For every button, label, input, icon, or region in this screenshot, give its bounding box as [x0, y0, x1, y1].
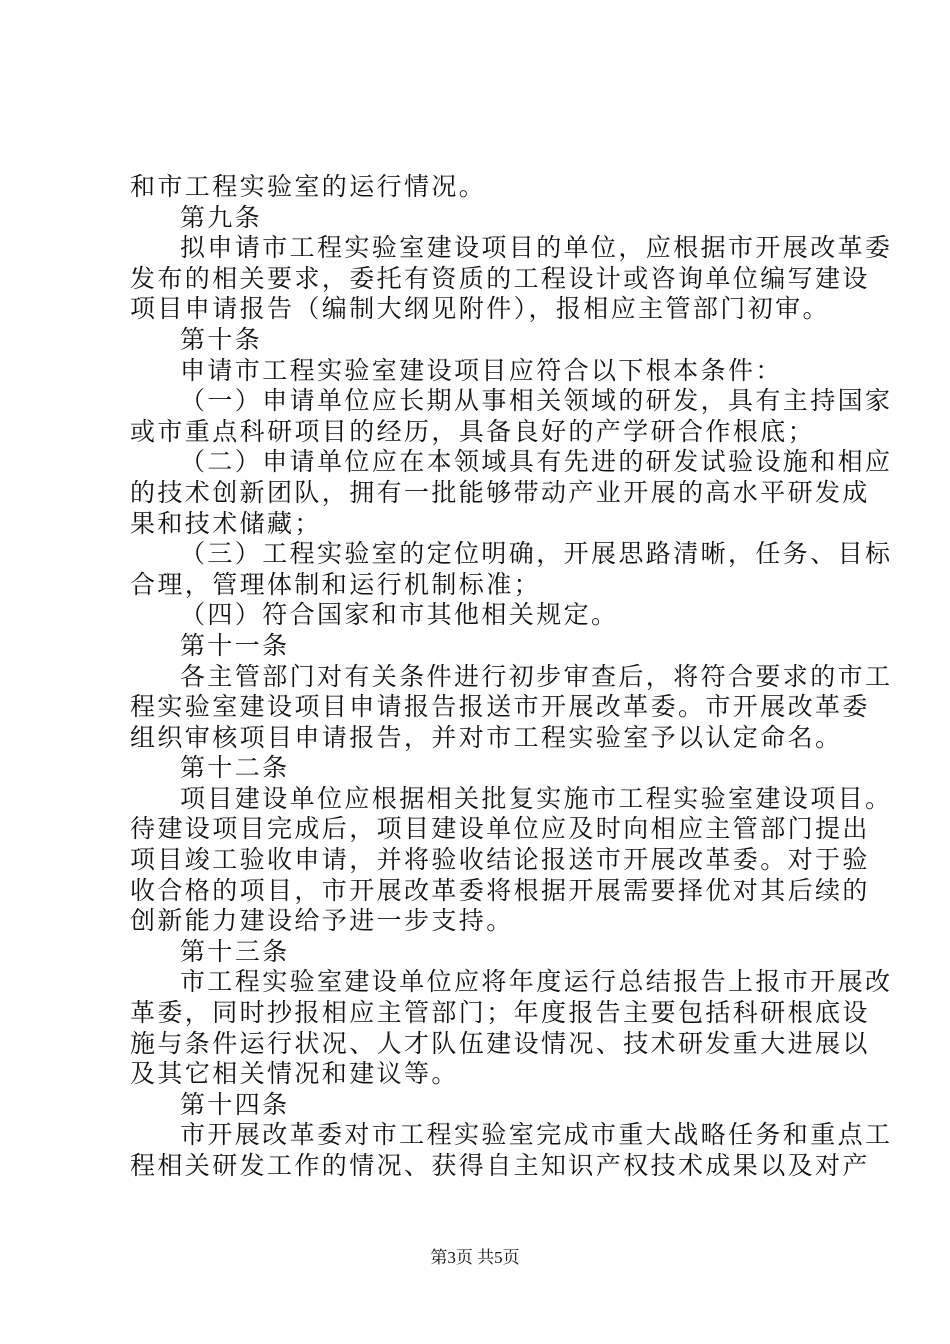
text-line: 程相关研发工作的情况、获得自主知识产权技术成果以及对产	[130, 1151, 870, 1180]
text-line: （一）申请单位应长期从事相关领域的研发，具有主持国家	[180, 386, 893, 416]
text-line: 合理，管理体制和运行机制标准；	[130, 569, 542, 599]
text-line: 创新能力建设给予进一步支持。	[130, 906, 514, 936]
text-line: 收合格的项目，市开展改革委将根据开展需要择优对其后续的	[130, 875, 870, 905]
text-line: 及其它相关情况和建议等。	[130, 1059, 459, 1089]
text-line: （四）符合国家和市其他相关规定。	[180, 600, 619, 630]
text-line: 项目竣工验收申请，并将验收结论报送市开展改革委。对于验	[130, 845, 870, 875]
text-line: 第十条	[180, 324, 263, 354]
text-line: 施与条件运行状况、人才队伍建设情况、技术研发重大进展以	[130, 1028, 870, 1058]
text-line: （二）申请单位应在本领域具有先进的研发试验设施和相应	[180, 447, 893, 477]
text-line: 或市重点科研项目的经历，具备良好的产学研合作根底；	[130, 416, 816, 446]
text-line: 申请市工程实验室建设项目应符合以下根本条件：	[180, 355, 783, 385]
text-line: 各主管部门对有关条件进行初步审查后，将符合要求的市工	[180, 661, 893, 691]
text-line: 第九条	[180, 202, 263, 232]
text-line: 程实验室建设项目申请报告报送市开展改革委。市开展改革委	[130, 692, 870, 722]
text-line: 项目申请报告（编制大纲见附件），报相应主管部门初审。	[130, 294, 830, 324]
text-line: 待建设项目完成后，项目建设单位应及时向相应主管部门提出	[130, 814, 870, 844]
text-line: 市工程实验室建设单位应将年度运行总结报告上报市开展改	[180, 967, 893, 997]
text-line: 第十三条	[180, 936, 290, 966]
text-line: 果和技术储藏；	[130, 508, 322, 538]
text-line: 发布的相关要求，委托有资质的工程设计或咨询单位编写建设	[130, 263, 870, 293]
text-line: 和市工程实验室的运行情况。	[130, 172, 487, 201]
text-line: 第十四条	[180, 1089, 290, 1119]
text-line: 拟申请市工程实验室建设项目的单位，应根据市开展改革委	[180, 233, 893, 263]
text-line: 市开展改革委对市工程实验室完成市重大战略任务和重点工	[180, 1120, 893, 1150]
text-line: 第十一条	[180, 630, 290, 660]
document-body	[130, 172, 893, 1182]
text-line: 组织审核项目申请报告，并对市工程实验室予以认定命名。	[130, 722, 843, 752]
text-line: 革委，同时抄报相应主管部门；年度报告主要包括科研根底设	[130, 998, 870, 1028]
text-line: 第十二条	[180, 753, 290, 783]
page-number: 第3页 共5页	[430, 1248, 520, 1267]
text-line: 项目建设单位应根据相关批复实施市工程实验室建设项目。	[180, 783, 893, 813]
text-line: 的技术创新团队，拥有一批能够带动产业开展的高水平研发成	[130, 477, 870, 507]
text-line: （三）工程实验室的定位明确，开展思路清晰，任务、目标	[180, 539, 893, 569]
page-footer	[0, 1243, 950, 1268]
